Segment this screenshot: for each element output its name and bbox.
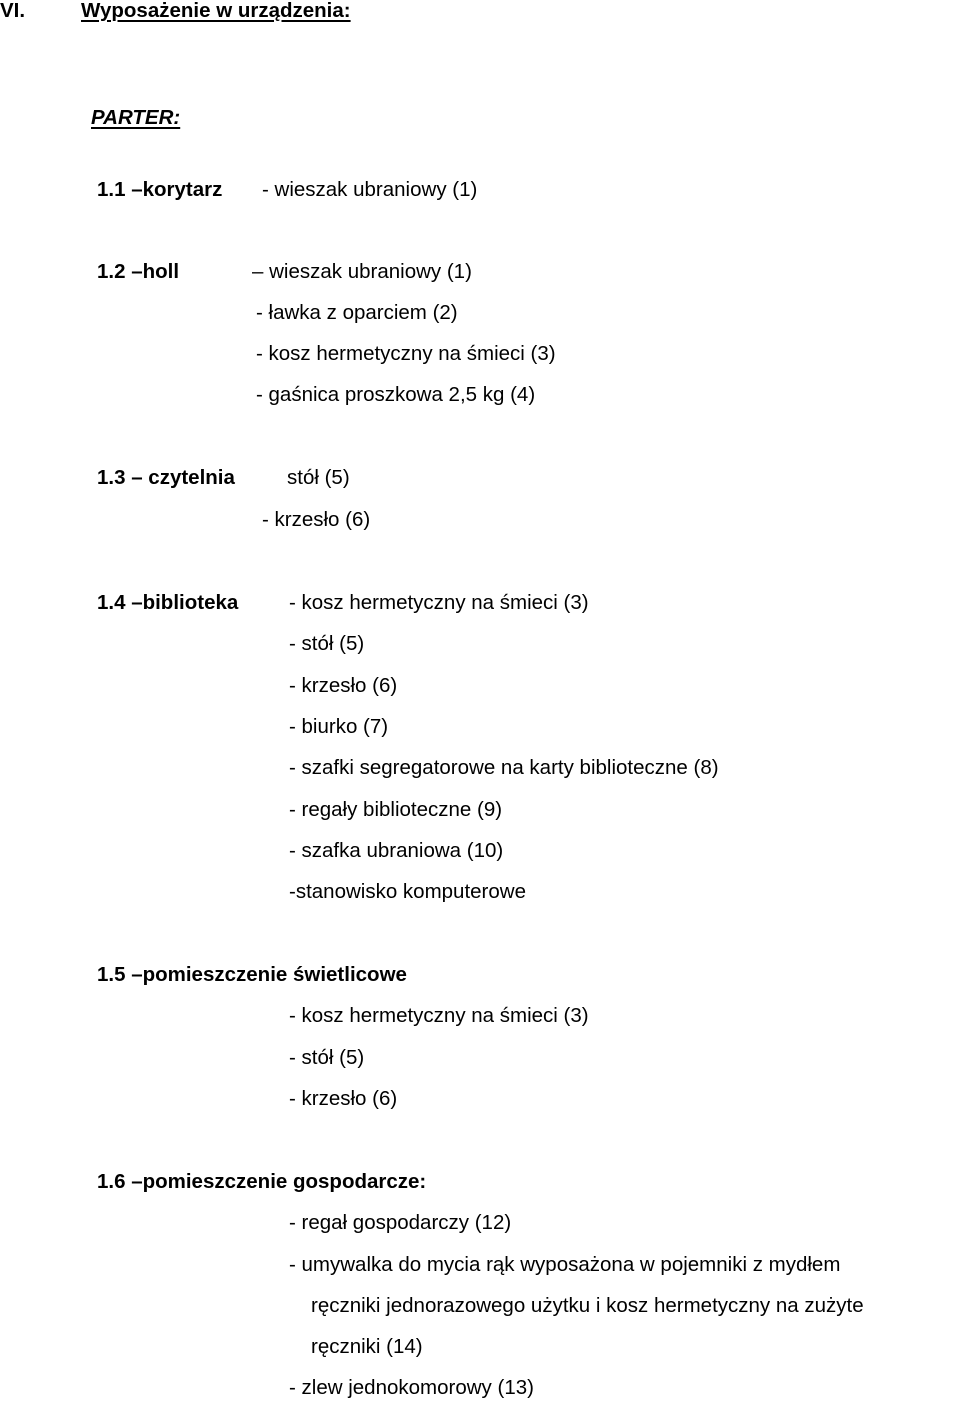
list-item: - stół (5) [289,1046,365,1069]
room-heading-czytelnia: 1.3 – czytelnia [97,466,235,489]
list-item: - szafki segregatorowe na karty biblioteczne (8) [289,756,719,779]
room-heading-swietlica: 1.5 –pomieszczenie świetlicowe [97,963,407,986]
list-item: - kosz hermetyczny na śmieci (3) [289,591,589,614]
room-heading-gospodarcze: 1.6 –pomieszczenie gospodarcze: [97,1170,427,1193]
list-item-continuation: ręczniki (14) [311,1335,423,1358]
list-item: - regały biblioteczne (9) [289,798,503,821]
room-heading-biblioteka: 1.4 –biblioteka [97,591,239,614]
section-number: VI. [0,0,26,22]
list-item: - biurko (7) [289,715,389,738]
list-item: - regał gospodarczy (12) [289,1211,512,1234]
list-item-continuation: ręczniki jednorazowego użytku i kosz hermetyczny na zużyte [311,1294,864,1317]
list-item: - kosz hermetyczny na śmieci (3) [256,342,556,365]
list-item: - stół (5) [289,632,365,655]
floor-label: PARTER: [91,106,181,129]
list-item: - zlew jednokomorowy (13) [289,1376,534,1399]
list-item: - szafka ubraniowa (10) [289,839,504,862]
list-item: - kosz hermetyczny na śmieci (3) [289,1004,589,1027]
list-item: - wieszak ubraniowy (1) [262,178,478,201]
section-title: Wyposażenie w urządzenia: [81,0,351,22]
list-item: - krzesło (6) [262,508,371,531]
list-item: - krzesło (6) [289,1087,398,1110]
room-heading-korytarz: 1.1 –korytarz [97,178,223,201]
list-item: - gaśnica proszkowa 2,5 kg (4) [256,383,536,406]
room-heading-holl: 1.2 –holl [97,260,180,283]
list-item: - umywalka do mycia rąk wyposażona w pojemniki z mydłem [289,1253,841,1276]
list-item: stół (5) [287,466,350,489]
list-item: - krzesło (6) [289,674,398,697]
list-item: - ławka z oparciem (2) [256,301,458,324]
list-item: – wieszak ubraniowy (1) [252,260,472,283]
list-item: -stanowisko komputerowe [289,880,526,903]
